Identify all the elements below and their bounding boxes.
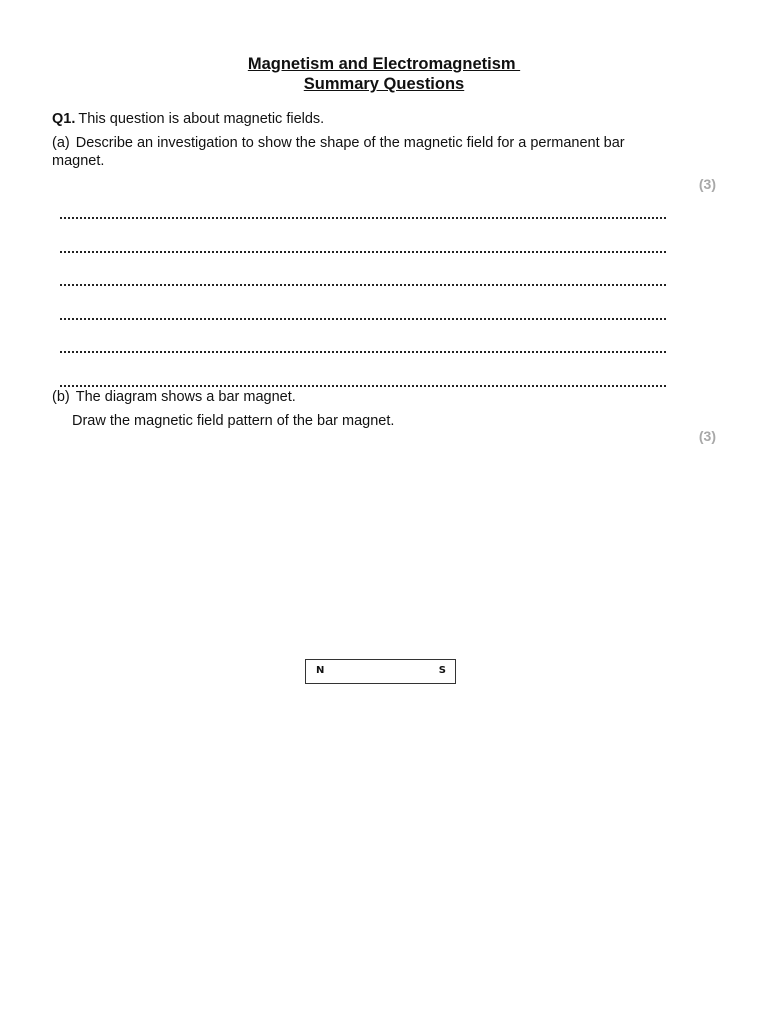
question-number: Q1.: [52, 111, 76, 127]
answer-line[interactable]: [60, 303, 666, 320]
north-pole-label: N: [316, 665, 325, 676]
part-a-text: Describe an investigation to show the shape of the magnetic field for a permanent bar magnet.: [52, 135, 625, 169]
answer-area[interactable]: [60, 202, 666, 404]
part-b-instruction: Draw the magnetic field pattern of the bar magnet.: [72, 413, 395, 429]
answer-line[interactable]: [60, 370, 666, 387]
bar-magnet-diagram: [305, 659, 456, 684]
part-b-marks: (3): [698, 428, 716, 444]
south-pole-label: S: [438, 665, 446, 676]
part-a-prompt: [52, 134, 672, 170]
part-b-text: The diagram shows a bar magnet.: [75, 389, 296, 405]
answer-line[interactable]: [60, 269, 666, 286]
worksheet-title: Magnetism and Electromagnetism: [247, 55, 521, 73]
part-a-marks: (3): [698, 176, 716, 192]
answer-line[interactable]: [60, 336, 666, 353]
question-1-heading: [52, 110, 324, 128]
part-b-prompt: [52, 388, 296, 406]
part-b-label: (b): [52, 389, 70, 405]
answer-line[interactable]: [60, 236, 666, 253]
answer-line[interactable]: [60, 202, 666, 219]
worksheet-subtitle: Summary Questions: [303, 75, 465, 93]
part-a-label: (a): [52, 135, 70, 151]
question-text: This question is about magnetic fields.: [78, 111, 325, 127]
